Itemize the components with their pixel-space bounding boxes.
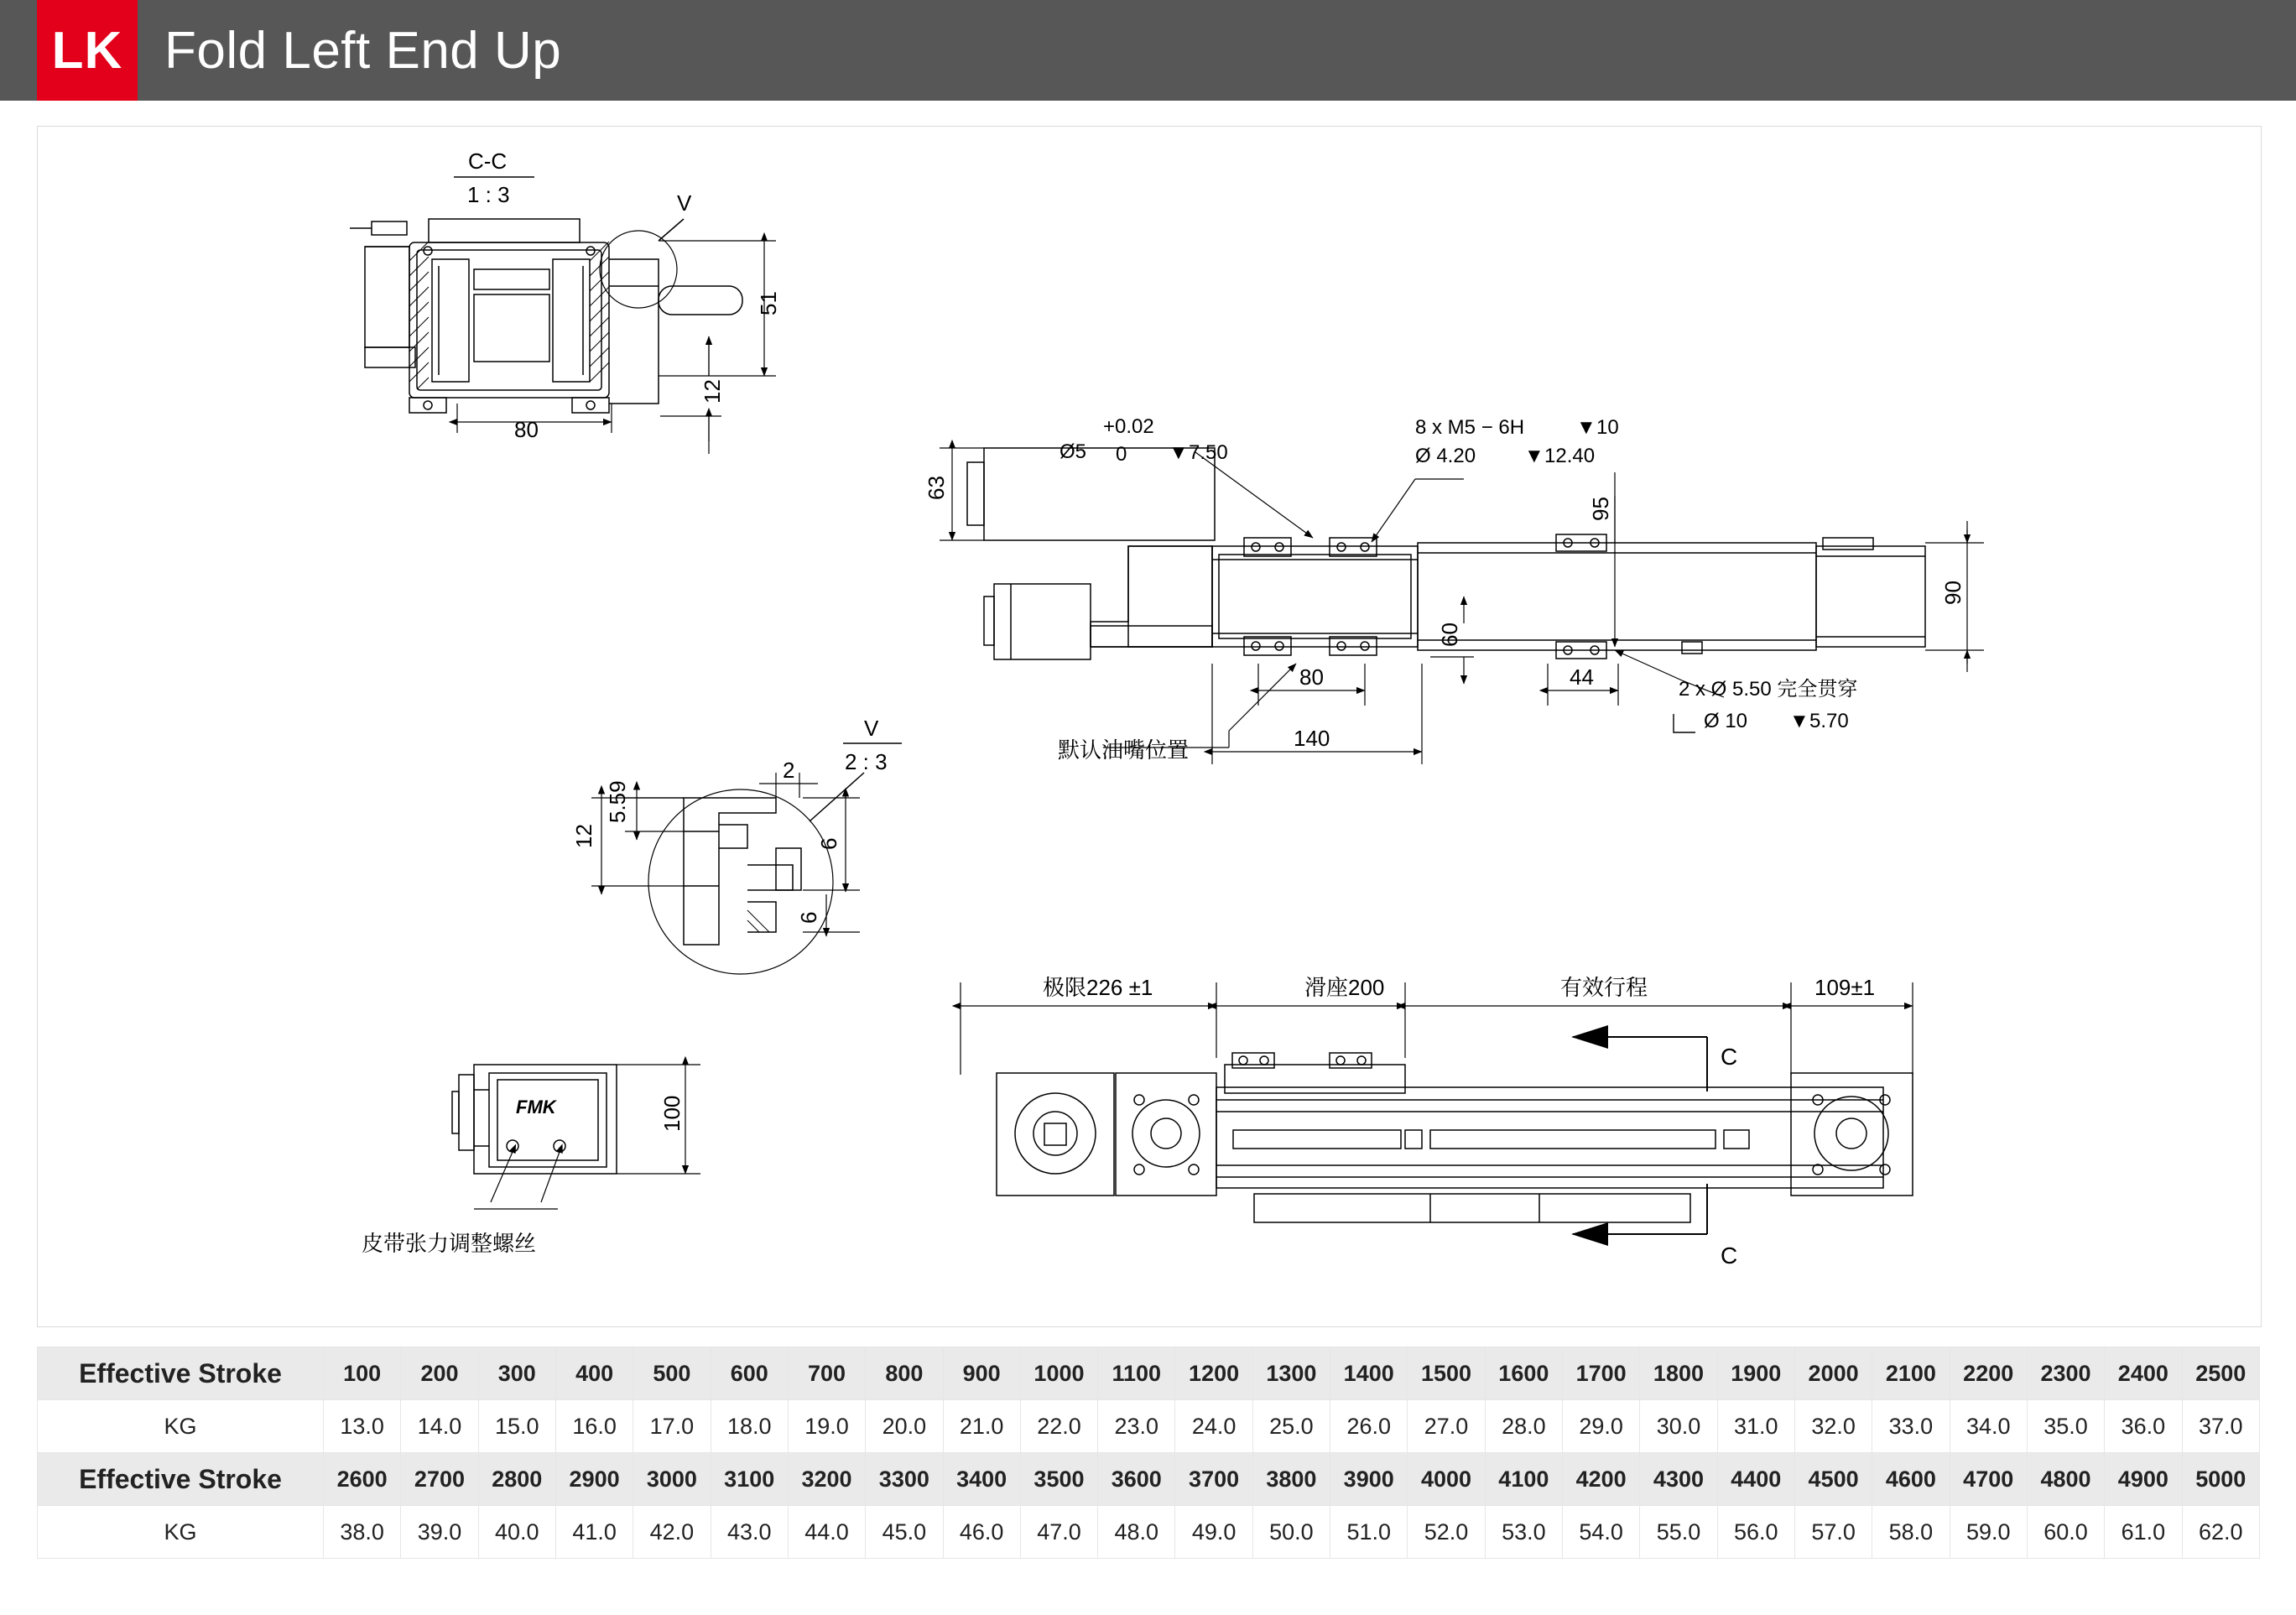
stroke-cell: 1200 xyxy=(1175,1347,1252,1400)
stroke-cell: 3000 xyxy=(633,1453,711,1506)
note-dia55-line2-depth: 5.70 xyxy=(1809,710,1849,732)
note-m5-depth: 10 xyxy=(1596,416,1619,439)
weight-cell: 25.0 xyxy=(1252,1400,1330,1453)
stroke-weight-table-1 xyxy=(37,1347,2260,1559)
note-dia55-line2: Ø 10 xyxy=(1704,710,1748,732)
section-arrow-c xyxy=(1573,1037,1707,1234)
stroke-cell: 1400 xyxy=(1330,1347,1408,1400)
stroke-cell: 2100 xyxy=(1872,1347,1950,1400)
stroke-cell: 4300 xyxy=(1640,1453,1717,1506)
note-m5-line2-depth: 12.40 xyxy=(1544,445,1596,467)
weight-cell: 47.0 xyxy=(1020,1506,1097,1559)
stroke-cell: 900 xyxy=(943,1347,1020,1400)
weight-cell: 46.0 xyxy=(943,1506,1020,1559)
stroke-cell: 4100 xyxy=(1485,1453,1562,1506)
table-row xyxy=(38,1453,2260,1506)
note-m5-depth-symbol: ▼ xyxy=(1576,416,1596,439)
note-dia5-depth-symbol: ▼ xyxy=(1169,441,1189,464)
label-section-cc-scale: 1 : 3 xyxy=(467,182,510,207)
stroke-cell: 2700 xyxy=(401,1453,478,1506)
label-section-cc: C-C xyxy=(468,148,508,174)
weight-cell: 34.0 xyxy=(1950,1400,2027,1453)
stroke-cell: 300 xyxy=(478,1347,555,1400)
technical-drawing xyxy=(38,127,2261,1326)
label-detail-callout-v: V xyxy=(677,190,692,216)
stroke-cell: 4800 xyxy=(2027,1453,2104,1506)
end-view xyxy=(452,1065,617,1174)
weight-cell: 51.0 xyxy=(1330,1506,1408,1559)
row-label-effective-stroke-1: Effective Stroke xyxy=(38,1347,324,1400)
detail-v-view xyxy=(648,743,902,974)
weight-cell: 38.0 xyxy=(324,1506,401,1559)
weight-cell: 43.0 xyxy=(711,1506,788,1559)
stroke-cell: 3600 xyxy=(1098,1453,1175,1506)
weight-cell: 52.0 xyxy=(1408,1506,1485,1559)
note-tol-upper: +0.02 xyxy=(1103,415,1154,438)
dim-text-front-51: 51 xyxy=(756,291,781,315)
weight-cell: 18.0 xyxy=(711,1400,788,1453)
weight-cell: 54.0 xyxy=(1563,1506,1640,1559)
label-detail-v-scale: 2 : 3 xyxy=(845,749,888,774)
stroke-cell: 1800 xyxy=(1640,1347,1717,1400)
weight-cell: 30.0 xyxy=(1640,1400,1717,1453)
spec-tables xyxy=(37,1347,2260,1559)
stroke-cell: 4600 xyxy=(1872,1453,1950,1506)
weight-cell: 26.0 xyxy=(1330,1400,1408,1453)
weight-cell: 23.0 xyxy=(1098,1400,1175,1453)
stroke-cell: 2600 xyxy=(324,1453,401,1506)
assembly-plan-view xyxy=(997,1053,1913,1222)
weight-cell: 16.0 xyxy=(555,1400,633,1453)
stroke-cell: 1500 xyxy=(1408,1347,1485,1400)
leader-oil-nozzle xyxy=(1103,664,1296,748)
note-dia5-depth: 7.50 xyxy=(1189,441,1228,464)
note-m5-line1: 8 x M5 − 6H xyxy=(1415,416,1525,439)
stroke-cell: 2900 xyxy=(555,1453,633,1506)
weight-cell: 24.0 xyxy=(1175,1400,1252,1453)
dim-text-detail-6a: 6 xyxy=(816,837,841,850)
stroke-cell: 1600 xyxy=(1485,1347,1562,1400)
stroke-cell: 1300 xyxy=(1252,1347,1330,1400)
dim-text-top-90: 90 xyxy=(1940,581,1965,605)
weight-cell: 61.0 xyxy=(2105,1506,2182,1559)
weight-cell: 55.0 xyxy=(1640,1506,1717,1559)
stroke-cell: 700 xyxy=(788,1347,865,1400)
weight-cell: 56.0 xyxy=(1717,1506,1794,1559)
note-belt-screw: 皮带张力调整螺丝 xyxy=(362,1231,537,1256)
note-tol-lower: 0 xyxy=(1116,443,1127,466)
table-row xyxy=(38,1400,2260,1453)
weight-cell: 21.0 xyxy=(943,1400,1020,1453)
page-title: Fold Left End Up xyxy=(164,21,562,80)
weight-cell: 62.0 xyxy=(2182,1506,2260,1559)
dim-text-detail-6b: 6 xyxy=(796,911,821,924)
weight-cell: 35.0 xyxy=(2027,1400,2104,1453)
leader-dia5 xyxy=(1195,452,1313,538)
weight-cell: 37.0 xyxy=(2182,1400,2260,1453)
weight-cell: 28.0 xyxy=(1485,1400,1562,1453)
weight-cell: 48.0 xyxy=(1098,1506,1175,1559)
note-m5-line2: Ø 4.20 xyxy=(1415,445,1476,467)
dim-text-top-63: 63 xyxy=(924,476,949,500)
weight-cell: 17.0 xyxy=(633,1400,711,1453)
weight-cell: 60.0 xyxy=(2027,1506,2104,1559)
weight-cell: 39.0 xyxy=(401,1506,478,1559)
dim-text-detail-559: 5.59 xyxy=(605,780,630,823)
note-dia55-line2-symbol: ▼ xyxy=(1789,710,1809,732)
weight-cell: 13.0 xyxy=(324,1400,401,1453)
stroke-cell: 4500 xyxy=(1794,1453,1872,1506)
stroke-cell: 200 xyxy=(401,1347,478,1400)
label-detail-v: V xyxy=(864,716,879,741)
dim-text-effective-travel: 有效行程 xyxy=(1560,975,1648,1000)
stroke-cell: 3400 xyxy=(943,1453,1020,1506)
stroke-cell: 400 xyxy=(555,1347,633,1400)
stroke-cell: 4200 xyxy=(1563,1453,1640,1506)
weight-cell: 58.0 xyxy=(1872,1506,1950,1559)
table-row xyxy=(38,1506,2260,1559)
stroke-cell: 4000 xyxy=(1408,1453,1485,1506)
stroke-cell: 1000 xyxy=(1020,1347,1097,1400)
stroke-cell: 3800 xyxy=(1252,1453,1330,1506)
section-mark-c-top: C xyxy=(1721,1044,1738,1070)
weight-cell: 41.0 xyxy=(555,1506,633,1559)
dim-text-limit: 极限226 ±1 xyxy=(1043,975,1153,1000)
stroke-cell: 1100 xyxy=(1098,1347,1175,1400)
weight-cell: 33.0 xyxy=(1872,1400,1950,1453)
weight-cell: 32.0 xyxy=(1794,1400,1872,1453)
row-label-kg-2: KG xyxy=(38,1506,324,1559)
weight-cell: 27.0 xyxy=(1408,1400,1485,1453)
dim-text-end-100: 100 xyxy=(659,1095,685,1132)
weight-cell: 20.0 xyxy=(866,1400,943,1453)
note-dia5: Ø5 xyxy=(1059,440,1087,463)
stroke-cell: 3200 xyxy=(788,1453,865,1506)
row-label-kg-1: KG xyxy=(38,1400,324,1453)
stroke-cell: 2400 xyxy=(2105,1347,2182,1400)
weight-cell: 22.0 xyxy=(1020,1400,1097,1453)
dim-text-top-44: 44 xyxy=(1570,664,1594,690)
stroke-cell: 3300 xyxy=(866,1453,943,1506)
weight-cell: 57.0 xyxy=(1794,1506,1872,1559)
weight-cell: 50.0 xyxy=(1252,1506,1330,1559)
stroke-cell: 2000 xyxy=(1794,1347,1872,1400)
stroke-cell: 3500 xyxy=(1020,1453,1097,1506)
dim-text-detail-2: 2 xyxy=(783,758,795,783)
note-dia55-line1: 2 x Ø 5.50 完全贯穿 xyxy=(1679,678,1858,701)
note-m5-line2-symbol: ▼ xyxy=(1524,445,1544,467)
stroke-cell: 5000 xyxy=(2182,1453,2260,1506)
stroke-cell: 1900 xyxy=(1717,1347,1794,1400)
stroke-cell: 4900 xyxy=(2105,1453,2182,1506)
dim-end-100 xyxy=(617,1065,700,1174)
stroke-cell: 4700 xyxy=(1950,1453,2027,1506)
dim-text-top-95: 95 xyxy=(1588,497,1613,521)
model-code-badge xyxy=(37,0,138,101)
stroke-cell: 2500 xyxy=(2182,1347,2260,1400)
stroke-cell: 4400 xyxy=(1717,1453,1794,1506)
dim-text-top-140: 140 xyxy=(1294,726,1330,751)
weight-cell: 49.0 xyxy=(1175,1506,1252,1559)
weight-cell: 29.0 xyxy=(1563,1400,1640,1453)
dim-text-front-80: 80 xyxy=(514,417,539,442)
stroke-cell: 2300 xyxy=(2027,1347,2104,1400)
stroke-cell: 600 xyxy=(711,1347,788,1400)
dim-text-top-60: 60 xyxy=(1437,623,1462,647)
stroke-cell: 2800 xyxy=(478,1453,555,1506)
weight-cell: 44.0 xyxy=(788,1506,865,1559)
stroke-cell: 500 xyxy=(633,1347,711,1400)
weight-cell: 15.0 xyxy=(478,1400,555,1453)
row-label-effective-stroke-2: Effective Stroke xyxy=(38,1453,324,1506)
weight-cell: 19.0 xyxy=(788,1400,865,1453)
stroke-cell: 1700 xyxy=(1563,1347,1640,1400)
weight-cell: 42.0 xyxy=(633,1506,711,1559)
dim-text-top-80: 80 xyxy=(1299,664,1324,690)
weight-cell: 53.0 xyxy=(1485,1506,1562,1559)
model-code-label: LK xyxy=(51,21,123,80)
stroke-cell: 3700 xyxy=(1175,1453,1252,1506)
dim-text-front-12: 12 xyxy=(700,379,725,404)
page-header xyxy=(0,0,2296,101)
weight-cell: 31.0 xyxy=(1717,1400,1794,1453)
dim-text-end-109: 109±1 xyxy=(1814,975,1876,1000)
drawing-sheet xyxy=(37,126,2262,1327)
weight-cell: 45.0 xyxy=(866,1506,943,1559)
note-oil-nozzle: 默认油嘴位置 xyxy=(1058,737,1190,763)
weight-cell: 40.0 xyxy=(478,1506,555,1559)
table-row xyxy=(38,1347,2260,1400)
stroke-cell: 3900 xyxy=(1330,1453,1408,1506)
stroke-cell: 3100 xyxy=(711,1453,788,1506)
stroke-cell: 800 xyxy=(866,1347,943,1400)
weight-cell: 14.0 xyxy=(401,1400,478,1453)
front-section-view xyxy=(350,219,742,413)
leader-m5 xyxy=(1372,479,1464,542)
weight-cell: 59.0 xyxy=(1950,1506,2027,1559)
stroke-cell: 2200 xyxy=(1950,1347,2027,1400)
weight-cell: 36.0 xyxy=(2105,1400,2182,1453)
brand-logo: FMK xyxy=(516,1097,556,1117)
section-mark-c-bottom: C xyxy=(1721,1243,1738,1269)
dim-text-carriage: 滑座200 xyxy=(1304,975,1385,1000)
dim-text-detail-12: 12 xyxy=(571,824,596,848)
stroke-cell: 100 xyxy=(324,1347,401,1400)
